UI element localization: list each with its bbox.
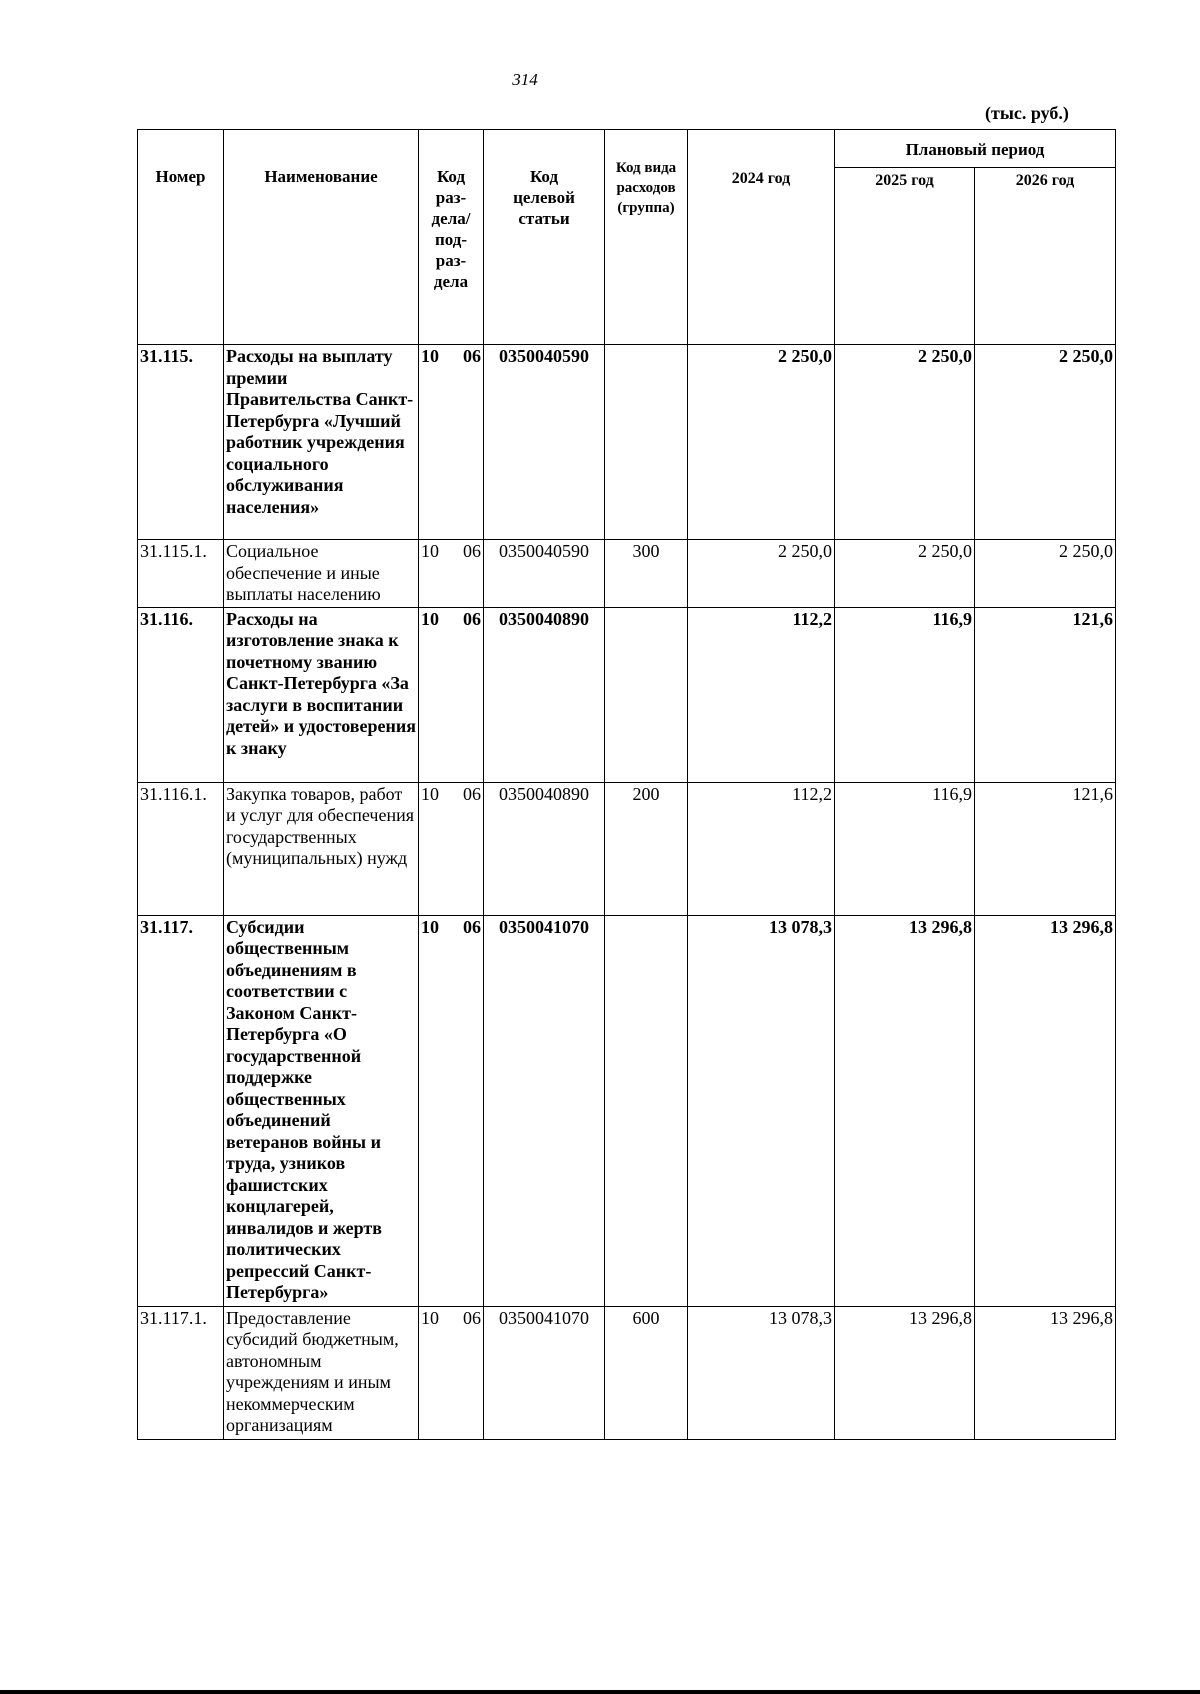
- row-name: Расходы на изготовление знака к почетному званию Санкт-Петербурга «За заслуги в воспитании детей» и удостоверения к знаку: [224, 607, 419, 782]
- row-2026: 2 250,0: [975, 540, 1116, 608]
- row-2024: 13 078,3: [688, 1306, 835, 1439]
- header-number: Номер: [138, 130, 224, 345]
- row-2026: 13 296,8: [975, 915, 1116, 1306]
- row-name: Закупка товаров, работ и услуг для обеспечения государственных (муниципальных) нужд: [224, 782, 419, 915]
- table-row: [138, 782, 1116, 915]
- row-number: 31.116.: [138, 607, 224, 782]
- row-target: 0350040590: [484, 345, 605, 540]
- row-2026: 121,6: [975, 607, 1116, 782]
- header-2024: 2024 год: [688, 130, 835, 345]
- header-planned-period: Плановый период: [835, 130, 1116, 168]
- header-section: Код раз- дела/ под- раз- дела: [419, 130, 484, 345]
- row-2024: 2 250,0: [688, 345, 835, 540]
- row-section: [419, 782, 484, 915]
- row-section: [419, 345, 484, 540]
- row-group: 300: [605, 540, 688, 608]
- row-number: 31.115.: [138, 345, 224, 540]
- section-code: 10: [421, 541, 439, 561]
- table-row: [138, 1306, 1116, 1439]
- row-name: Субсидии общественным объединениям в соответствии с Законом Санкт-Петербурга «О государственной поддержке общественных объединений ветеранов войны и труда, узников фашистских концлагерей, инвалидов и жертв политических репрессий Санкт-Петербурга»: [224, 915, 419, 1306]
- units-label: (тыс. руб.): [985, 103, 1069, 123]
- row-group: [605, 607, 688, 782]
- row-target: 0350040890: [484, 782, 605, 915]
- row-2025: 2 250,0: [835, 540, 975, 608]
- row-number: 31.116.1.: [138, 782, 224, 915]
- row-section: [419, 915, 484, 1306]
- row-2026: 121,6: [975, 782, 1116, 915]
- subsection-code: 06: [463, 608, 481, 629]
- row-2025: 116,9: [835, 782, 975, 915]
- row-2024: 112,2: [688, 607, 835, 782]
- row-name: Социальное обеспечение и иные выплаты населению: [224, 540, 419, 608]
- row-section: [419, 1306, 484, 1439]
- row-2024: 2 250,0: [688, 540, 835, 608]
- row-2025: 13 296,8: [835, 915, 975, 1306]
- subsection-code: 06: [463, 346, 481, 366]
- section-code: 10: [421, 916, 439, 937]
- section-code: 10: [421, 1307, 439, 1328]
- row-name: Предоставление субсидий бюджетным, автономным учреждениям и иным некоммерческим организациям: [224, 1306, 419, 1439]
- table-row: [138, 540, 1116, 608]
- header-target: Код целевой статьи: [484, 130, 605, 345]
- budget-table: [137, 129, 1116, 1440]
- row-2026: 2 250,0: [975, 345, 1116, 540]
- row-2024: 13 078,3: [688, 915, 835, 1306]
- row-2025: 116,9: [835, 607, 975, 782]
- row-target: 0350040590: [484, 540, 605, 608]
- table-row: [138, 915, 1116, 1306]
- header-2026: 2026 год: [975, 168, 1116, 345]
- row-2025: 13 296,8: [835, 1306, 975, 1439]
- header-2025: 2025 год: [835, 168, 975, 345]
- row-group: [605, 915, 688, 1306]
- row-target: 0350041070: [484, 915, 605, 1306]
- row-2026: 13 296,8: [975, 1306, 1116, 1439]
- row-2025: 2 250,0: [835, 345, 975, 540]
- header-group: Код вида расходов (группа): [605, 130, 688, 345]
- section-code: 10: [421, 608, 439, 629]
- row-section: [419, 540, 484, 608]
- row-target: 0350040890: [484, 607, 605, 782]
- row-target: 0350041070: [484, 1306, 605, 1439]
- subsection-code: 06: [463, 783, 481, 804]
- row-2024: 112,2: [688, 782, 835, 915]
- subsection-code: 06: [463, 916, 481, 937]
- subsection-code: 06: [463, 541, 481, 561]
- row-group: [605, 345, 688, 540]
- section-code: 10: [421, 783, 439, 804]
- bottom-scan-edge: [0, 1690, 1200, 1694]
- header-name: Наименование: [224, 130, 419, 345]
- row-name: Расходы на выплату премии Правительства Санкт-Петербурга «Лучший работник учреждения социального обслуживания населения»: [224, 345, 419, 540]
- row-number: 31.117.1.: [138, 1306, 224, 1439]
- row-section: [419, 607, 484, 782]
- subsection-code: 06: [463, 1307, 481, 1328]
- section-code: 10: [421, 346, 439, 366]
- table-row: [138, 607, 1116, 782]
- row-group: 600: [605, 1306, 688, 1439]
- page-number: 314: [512, 70, 538, 89]
- row-number: 31.117.: [138, 915, 224, 1306]
- row-group: 200: [605, 782, 688, 915]
- table-row: [138, 345, 1116, 540]
- row-number: 31.115.1.: [138, 540, 224, 608]
